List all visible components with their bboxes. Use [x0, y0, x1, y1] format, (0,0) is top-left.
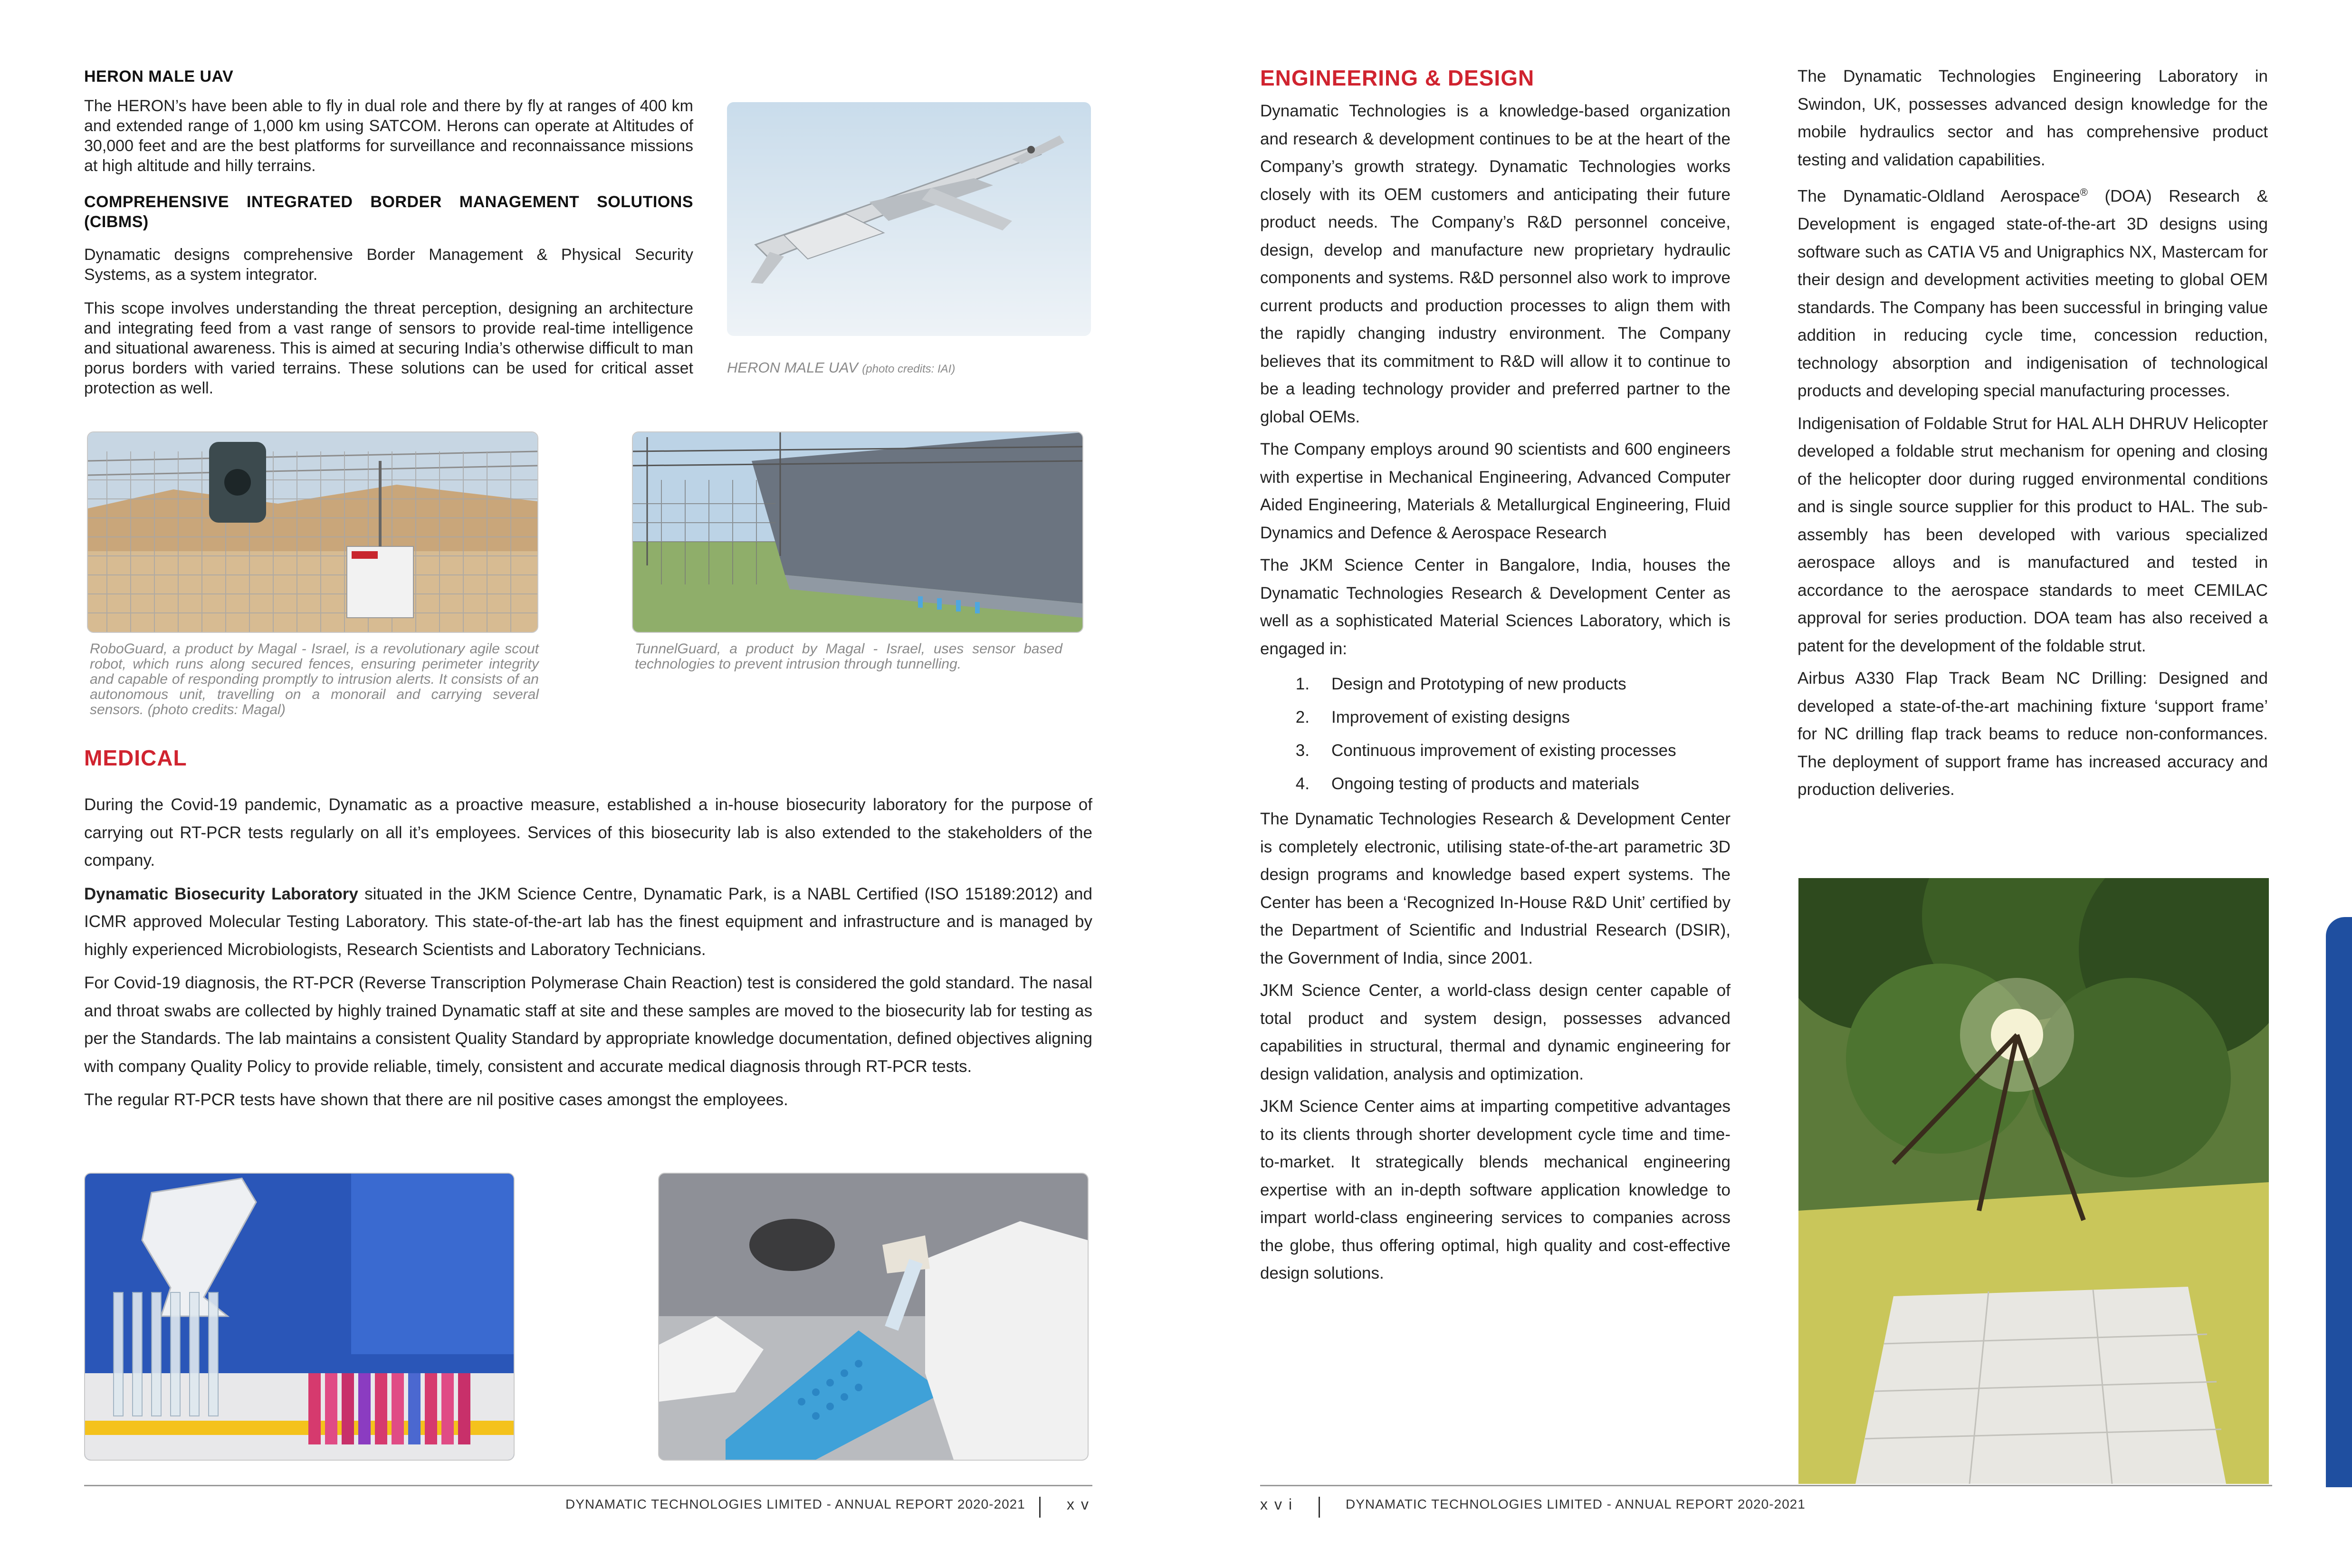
list-item-number: 4.	[1295, 774, 1310, 793]
left-page-number: xv	[1067, 1496, 1095, 1513]
left-footer-separator	[1039, 1497, 1041, 1518]
heron-body: The HERON’s have been able to fly in dual role and there by fly at ranges of 400 km and extended range of 1,000 km using SATCOM. Herons can operate at Altitudes of 30,000 feet and are the best platforms for surveillance and reconnaissance missions at high altitude and hilly terrains.	[84, 97, 693, 175]
col2-para2	[1797, 179, 2268, 405]
tunnelguard-caption: TunnelGuard, a product by Magal - Israel, uses sensor based technologies to prevent intrusion through tunnelling.	[635, 641, 1062, 672]
registered-mark: ®	[2080, 186, 2088, 198]
list-item	[1260, 734, 1731, 767]
cibms-para1: Dynamatic designs comprehensive Border Management & Physical Security Systems, as a system integrator.	[84, 246, 693, 284]
right-page	[1176, 0, 2352, 1568]
roboguard-photo	[87, 431, 538, 633]
right-footer-separator	[1319, 1497, 1320, 1518]
tree-canopy-photo	[1798, 878, 2269, 1484]
medical-para3: For Covid-19 diagnosis, the RT-PCR (Reverse Transcription Polymerase Chain Reaction) test is considered the gold standard. The nasal and throat swabs are collected by highly trained Dynamatic staff at site and these samples are moved to the biosecurity lab for testing as per the Standards. The lab maintains a consistent Quality Standard by appropriate knowledge documentation, defined objectives aligning with company Quality Policy to provide reliable, timely, consistent and accurate medical diagnosis through RT-PCR tests.	[84, 974, 1092, 1076]
roboguard-caption: RoboGuard, a product by Magal - Israel, is a revolutionary agile scout robot, which runs along secured fences, ensuring perimeter integrity and capable of responding promptly to intrusion alerts. It consists of an autonomous unit, travelling on a monorail and carrying several sensors. (photo credits: Magal)	[90, 641, 539, 717]
heron-heading: HERON MALE UAV	[84, 67, 234, 86]
heron-caption	[727, 360, 1107, 377]
list-item	[1260, 668, 1731, 701]
col2-para2-start: The Dynamatic-Oldland Aerospace	[1797, 187, 2080, 206]
heron-caption-main: HERON MALE UAV	[727, 359, 858, 376]
engineering-para1: Dynamatic Technologies is a knowledge-based organization and research & development continues to be at the heart of the Company’s growth strategy. Dynamatic Technologies works closely with its OEM customers and anticipating their future product needs. The Company’s R&D personnel conceive, design, develop and manufacture new proprietary hydraulic components and systems. R&D personnel also work to improve current products and production processes to align them with the rapidly changing industry environment. The Company believes that its commitment to R&D will allow it to continue to be a leading technology provider and preferred partner to the global OEMs.	[1260, 102, 1731, 426]
engineering-title: ENGINEERING & DESIGN	[1260, 66, 1535, 90]
heron-caption-credit: (photo credits: IAI)	[862, 363, 956, 375]
medical-para1: During the Covid-19 pandemic, Dynamatic as a proactive measure, established a in-house biosecurity laboratory for the purpose of carrying out RT-PCR tests regularly on all it’s employees. Services of this biosecurity lab is also extended to the stakeholders of the company.	[84, 795, 1092, 870]
medical-body	[84, 791, 1092, 1120]
right-footer-text: DYNAMATIC TECHNOLOGIES LIMITED - ANNUAL REPORT 2020-2021	[1346, 1497, 1806, 1511]
list-item-number: 2.	[1295, 708, 1310, 727]
engineering-column	[1260, 97, 1731, 1292]
col2-para2-rest: (DOA) Research & Development is engaged state-of-the-art 3D designs using software such as CATIA V5 and Unigraphics NX, Mastercam for their design and development activities meeting to global OEM standards. The Company has been successful in bringing value addition in reducing cycle time, concession reduction, technology absorption and indigenisation of technological products and developing special manufacturing processes.	[1797, 187, 2268, 401]
list-item-text: Ongoing testing of products and materials	[1331, 774, 1639, 793]
left-footer-rule	[84, 1485, 1092, 1486]
col2-para3: Indigenisation of Foldable Strut for HAL ALH DHRUV Helicopter developed a foldable strut mechanism for opening and closing of the helicopter door during rugged environmental conditions and is single source supplier for this product to HAL. The sub-assembly has been developed with various specialized aerospace alloys and is manufactured and tested in accordance to the aerospace standards to meet CEMILAC approval for series production. DOA team has also received a patent for the development of the foldable strut.	[1797, 414, 2268, 655]
right-page-number: xvi	[1260, 1496, 1299, 1513]
medical-para2	[84, 880, 1092, 964]
col2-para4: Airbus A330 Flap Track Beam NC Drilling: Designed and developed a state-of-the-art machining fixture ‘support frame’ for NC drilling flap track beams to reduce non-conformances. The deployment of support frame has increased accuracy and production deliveries.	[1797, 669, 2268, 799]
medical-title: MEDICAL	[84, 746, 187, 770]
right-footer-rule	[1260, 1485, 2272, 1486]
medical-para2-bold: Dynamatic Biosecurity Laboratory	[84, 884, 358, 903]
engineering-para2: The Company employs around 90 scientists and 600 engineers with expertise in Mechanical Engineering, Advanced Computer Aided Engineering, Materials & Metallurgical Engineering, Fluid Dynamics and Defence & Aerospace Research	[1260, 440, 1731, 542]
heron-uav-photo	[727, 102, 1091, 336]
list-item-text: Continuous improvement of existing processes	[1331, 741, 1676, 760]
medical-para4: The regular RT-PCR tests have shown that there are nil positive cases amongst the employees.	[84, 1090, 788, 1109]
engineering-para6: JKM Science Center aims at imparting competitive advantages to its clients through shorter development cycle time and time-to-market. It strategically blends mechanical engineering expertise with an in-depth software application knowledge to impart world-class engineering services to companies across the globe, thus offering optimal, high quality and cost-effective design solutions.	[1260, 1097, 1731, 1282]
list-item	[1260, 767, 1731, 801]
design-column-2	[1797, 63, 2268, 809]
list-item-text: Design and Prototyping of new products	[1331, 675, 1626, 693]
cibms-heading: COMPREHENSIVE INTEGRATED BORDER MANAGEMENT SOLUTIONS (CIBMS)	[84, 193, 693, 231]
engineering-para5: JKM Science Center, a world-class design center capable of total product and system design, possesses advanced capabilities in structural, thermal and dynamic engineering for design validation, analysis and optimization.	[1260, 981, 1731, 1083]
list-item	[1260, 701, 1731, 734]
list-item-text: Improvement of existing designs	[1331, 708, 1570, 727]
left-footer-text: DYNAMATIC TECHNOLOGIES LIMITED - ANNUAL REPORT 2020-2021	[565, 1497, 1025, 1511]
list-item-number: 3.	[1295, 741, 1310, 760]
lab-pipette-photo	[658, 1173, 1089, 1461]
engineering-para4: The Dynamatic Technologies Research & Development Center is completely electronic, utilising state-of-the-art parametric 3D design programs and knowledge based expert systems. The Center has been a ‘Recognized In-House R&D Unit’ certified by the Department of Scientific and Industrial Research (DSIR), the Government of India, since 2001.	[1260, 810, 1731, 967]
cibms-para2: This scope involves understanding the threat perception, designing an architecture and integrating feed from a vast range of sensors to provide real-time intelligence and situational awareness. This is aimed at securing India’s otherwise difficult to man porus borders with varied terrains. These solutions can be used for critical asset protection as well.	[84, 299, 693, 397]
medical-para2-rest: situated in the JKM Science Centre, Dynamatic Park, is a NABL Certified (ISO 15189:2012) and ICMR approved Molecular Testing Laboratory. This state-of-the-art lab has the finest equipment and infrastructure and is managed by highly experienced Microbiologists, Research Scientists and Laboratory Technicians.	[84, 884, 1092, 959]
edge-photo-fragment	[2326, 917, 2352, 1487]
engineering-para3: The JKM Science Center in Bangalore, India, houses the Dynamatic Technologies Research & Development Center as well as a sophisticated Material Sciences Laboratory, which is engaged in:	[1260, 556, 1731, 658]
lab-test-tubes-photo	[84, 1173, 515, 1461]
tunnelguard-photo	[632, 431, 1083, 633]
engineering-list	[1260, 668, 1731, 801]
list-item-number: 1.	[1295, 675, 1310, 693]
col2-para1: The Dynamatic Technologies Engineering Laboratory in Swindon, UK, possesses advanced design knowledge for the mobile hydraulics sector and has comprehensive product testing and validation capabilities.	[1797, 67, 2268, 169]
